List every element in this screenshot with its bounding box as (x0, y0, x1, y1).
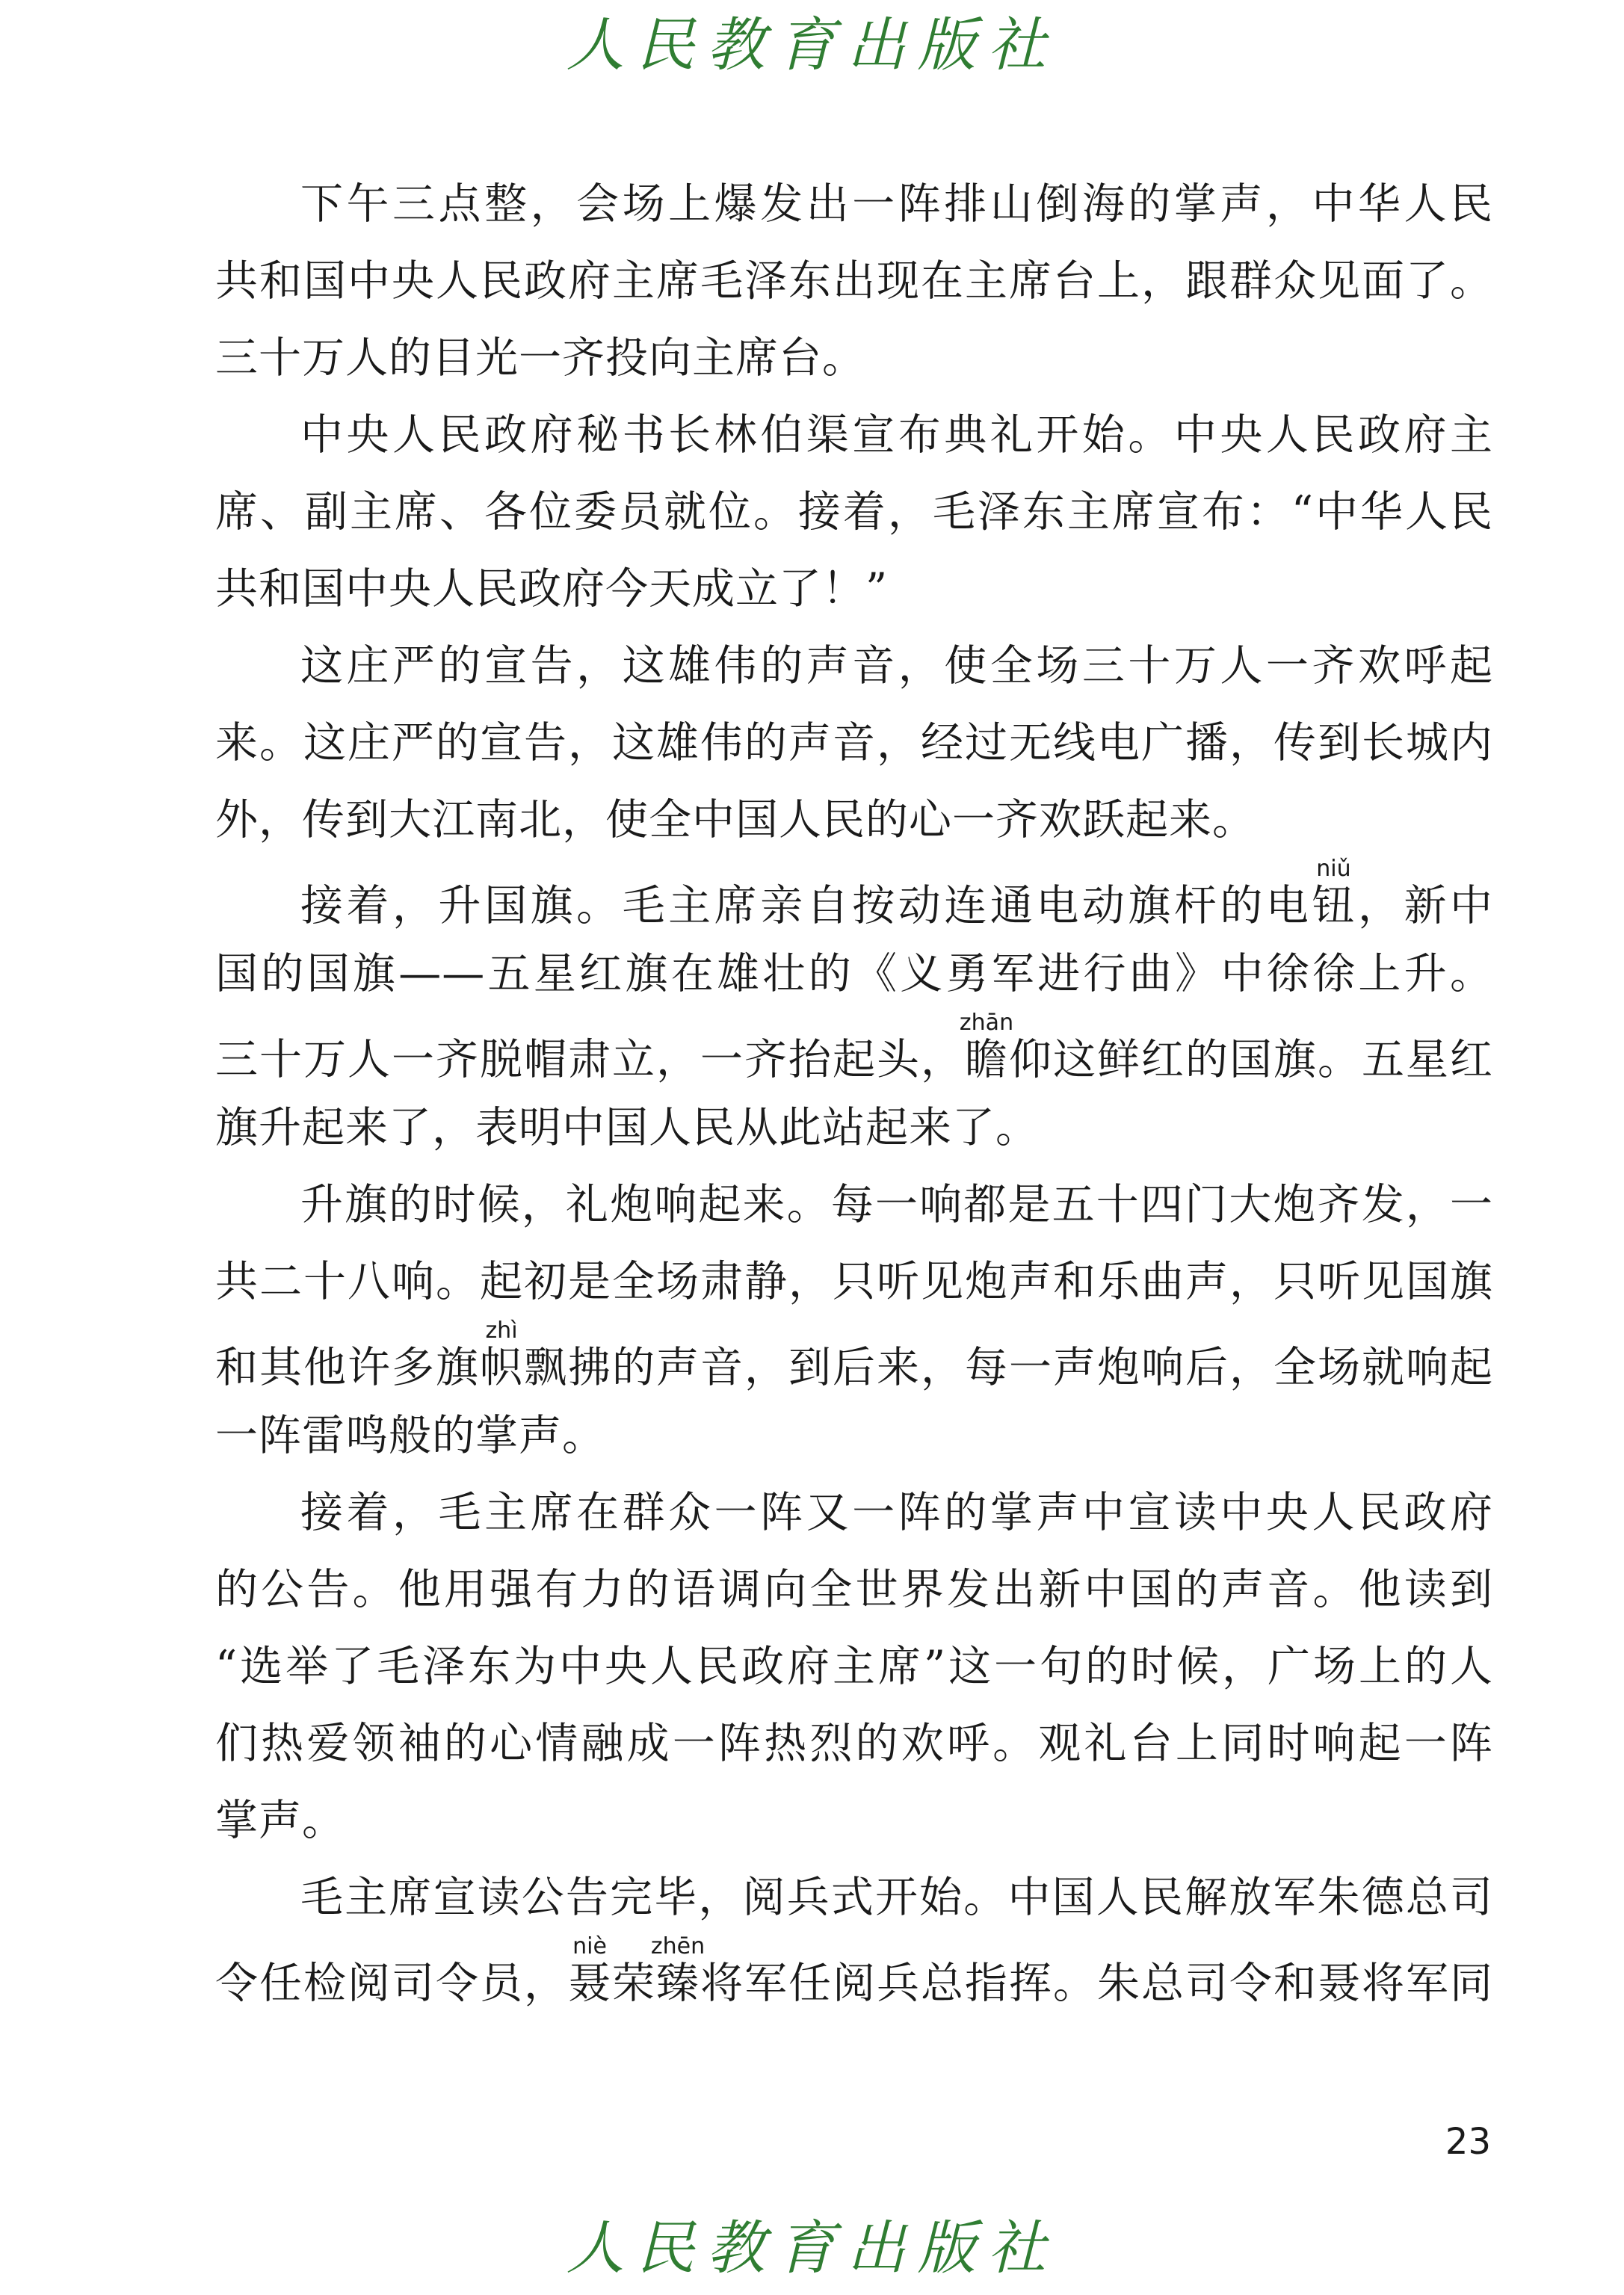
text-line: 席、副主席、各位委员就位。接着，毛泽东主席宣布：“中华人民 (215, 487, 1493, 537)
text-segment: 仰这鲜红的国旗。五星红 (1008, 1035, 1493, 1084)
ruby-annotated-char (959, 1010, 1014, 1084)
text-line-with-ruby (215, 1933, 1493, 2013)
body-text (215, 166, 1493, 2013)
text-segment: ，新中 (1357, 881, 1494, 930)
text-segment: 令任检阅司令员， (215, 1959, 568, 2008)
ruby-annotated-char (650, 1933, 706, 2008)
text-line: 共和国中央人民政府今天成立了！” (215, 564, 889, 614)
text-line: 中央人民政府秘书长林伯渠宣布典礼开始。中央人民政府主 (300, 410, 1493, 460)
ruby-annotated-char (1312, 856, 1358, 930)
text-line: 来。这庄严的宣告，这雄伟的声音，经过无线电广播，传到长城内 (215, 718, 1493, 767)
pinyin-annotation: niè (568, 1933, 611, 1959)
text-line: 三十万人的目光一齐投向主席台。 (215, 333, 865, 383)
text-line-with-ruby (215, 856, 1494, 936)
ruby-base: 聂 (568, 1959, 612, 2008)
text-line: 旗升起来了，表明中国人民从此站起来了。 (215, 1103, 1039, 1152)
ruby-base: 帜 (480, 1343, 524, 1392)
text-line-with-ruby (215, 1010, 1493, 1090)
ruby-base: 臻 (650, 1959, 706, 2008)
page-number: 23 (1445, 2121, 1491, 2163)
pinyin-annotation: zhān (959, 1010, 1014, 1036)
text-segment: 飘拂的声音，到后来，每一声炮响后，全场就响起 (524, 1343, 1493, 1392)
ruby-annotated-char (480, 1318, 524, 1392)
text-line: 外，传到大江南北，使全中国人民的心一齐欢跃起来。 (215, 795, 1256, 844)
text-line: 这庄严的宣告，这雄伟的声音，使全场三十万人一齐欢呼起 (300, 641, 1493, 691)
text-line: 一阵雷鸣般的掌声。 (215, 1411, 605, 1460)
text-line: 共和国中央人民政府主席毛泽东出现在主席台上，跟群众见面了。 (215, 256, 1493, 306)
pinyin-annotation: niǔ (1312, 856, 1356, 882)
text-line-with-ruby (215, 1318, 1493, 1397)
text-line: 共二十八响。起初是全场肃静，只听见炮声和乐曲声，只听见国旗 (215, 1257, 1493, 1306)
ruby-base: 瞻 (959, 1035, 1014, 1084)
text-segment: 将军任阅兵总指挥。朱总司令和聂将军同 (700, 1959, 1493, 2008)
ruby-base: 钮 (1312, 881, 1358, 930)
text-line: 毛主席宣读公告完毕，阅兵式开始。中国人民解放军朱德总司 (300, 1873, 1493, 1922)
text-line: 下午三点整，会场上爆发出一阵排山倒海的掌声，中华人民 (300, 179, 1493, 229)
publisher-logo-footer: 人民教育出版社 (566, 2215, 1058, 2282)
text-segment: 荣 (612, 1959, 656, 2008)
text-line: 国的国旗——五星红旗在雄壮的《义勇军进行曲》中徐徐上升。 (215, 949, 1493, 998)
text-segment: 和其他许多旗 (215, 1343, 480, 1392)
pinyin-annotation: zhì (480, 1318, 523, 1344)
text-line: 接着，毛主席在群众一阵又一阵的掌声中宣读中央人民政府 (300, 1488, 1493, 1537)
ruby-annotated-char (568, 1933, 612, 2008)
text-line: 的公告。他用强有力的语调向全世界发出新中国的声音。他读到 (215, 1565, 1493, 1614)
text-line: “选举了毛泽东为中央人民政府主席”这一句的时候，广场上的人 (215, 1642, 1493, 1691)
text-segment: 三十万人一齐脱帽肃立，一齐抬起头， (215, 1035, 965, 1084)
text-segment: 接着，升国旗。毛主席亲自按动连通电动旗杆的电 (300, 881, 1312, 930)
text-line: 掌声。 (215, 1796, 345, 1845)
text-line: 们热爱领袖的心情融成一阵热烈的欢呼。观礼台上同时响起一阵 (215, 1719, 1493, 1768)
pinyin-annotation: zhēn (650, 1933, 706, 1959)
text-line: 升旗的时候，礼炮响起来。每一响都是五十四门大炮齐发，一 (300, 1180, 1493, 1229)
publisher-logo-header: 人民教育出版社 (566, 12, 1058, 79)
